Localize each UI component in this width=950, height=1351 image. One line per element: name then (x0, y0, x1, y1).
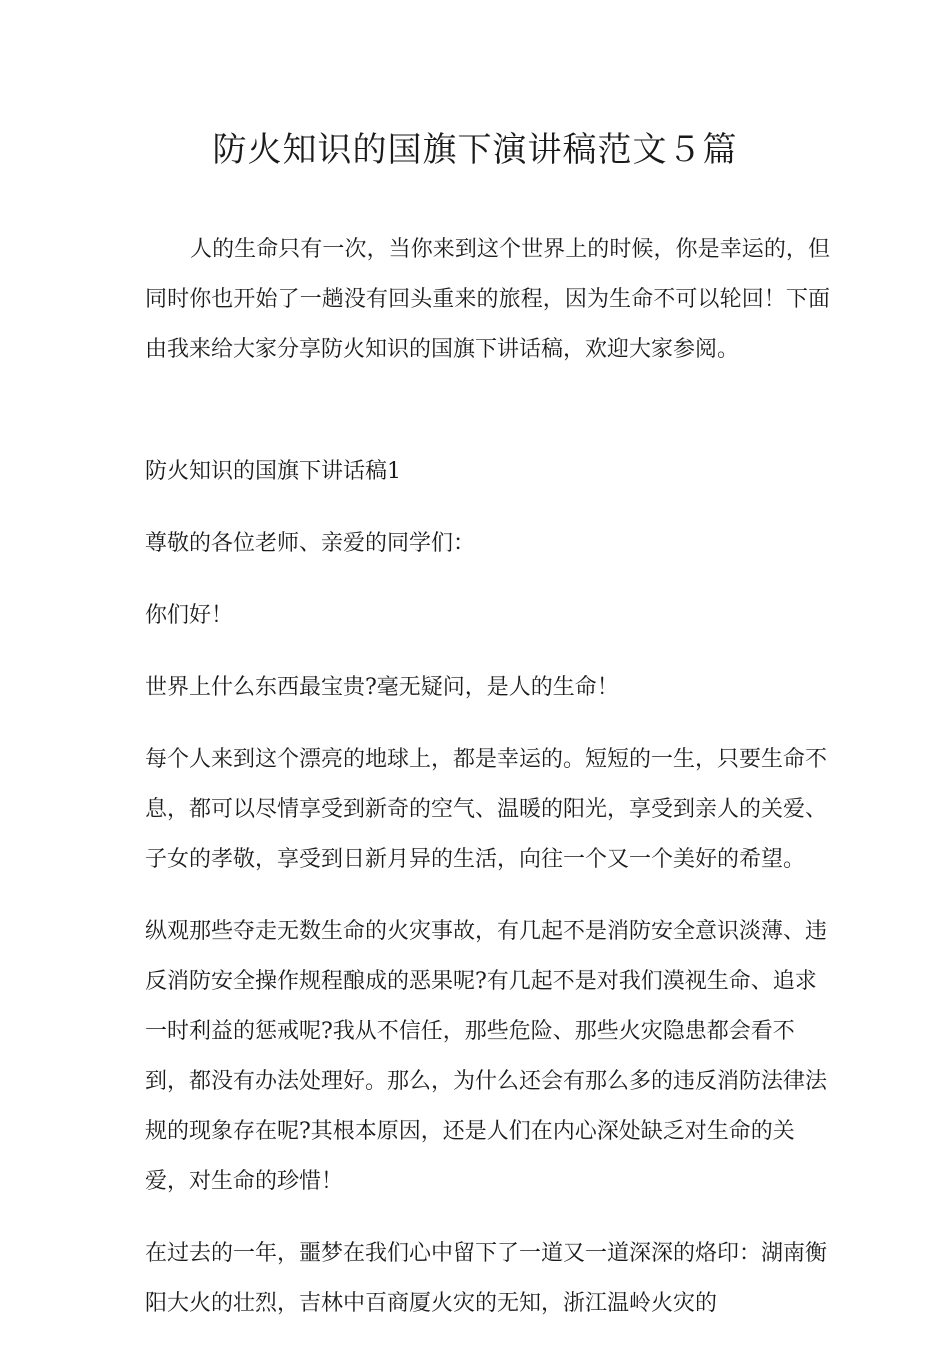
greeting: 你们好！ (145, 603, 234, 628)
document-title: 防火知识的国旗下演讲稿范文５篇 (212, 130, 738, 170)
body-paragraph: 纵观那些夺走无数生命的火灾事故，有几起不是消防安全意识淡薄、违反消防安全操作规程酿成的恶果呢?有几起不是对我们漠视生命、追求一时利益的惩戒呢?我从不信任，那些危险、那些火灾隐患都会看不到，都没有办法处理好。那么，为什么还会有那么多的违反消防法律法规的现象存在呢?其根本原因，还是人们在内心深处缺乏对生命的关爱，对生命的珍惜！ (145, 919, 828, 1194)
body-paragraph: 在过去的一年，噩梦在我们心中留下了一道又一道深深的烙印：湖南衡阳大火的壮烈，吉林中百商厦火灾的无知，浙江温岭火灾的 (145, 1241, 828, 1316)
speech-content (145, 425, 830, 1351)
intro-paragraph: 人的生命只有一次，当你来到这个世界上的时候，你是幸运的，但同时你也开始了一趟没有回头重来的旅程，因为生命不可以轮回！下面由我来给大家分享防火知识的国旗下讲话稿，欢迎大家参阅。 (145, 237, 830, 362)
section-heading: 防火知识的国旗下讲话稿1 (145, 459, 401, 484)
salutation: 尊敬的各位老师、亲爱的同学们： (145, 531, 476, 556)
body-paragraph: 世界上什么东西最宝贵?毫无疑问，是人的生命！ (145, 675, 619, 700)
body-paragraph: 每个人来到这个漂亮的地球上，都是幸运的。短短的一生，只要生命不息，都可以尽情享受到新奇的空气、温暖的阳光，享受到亲人的关爱、子女的孝敬，享受到日新月异的生活，向往一个又一个美好的希望。 (145, 747, 828, 872)
